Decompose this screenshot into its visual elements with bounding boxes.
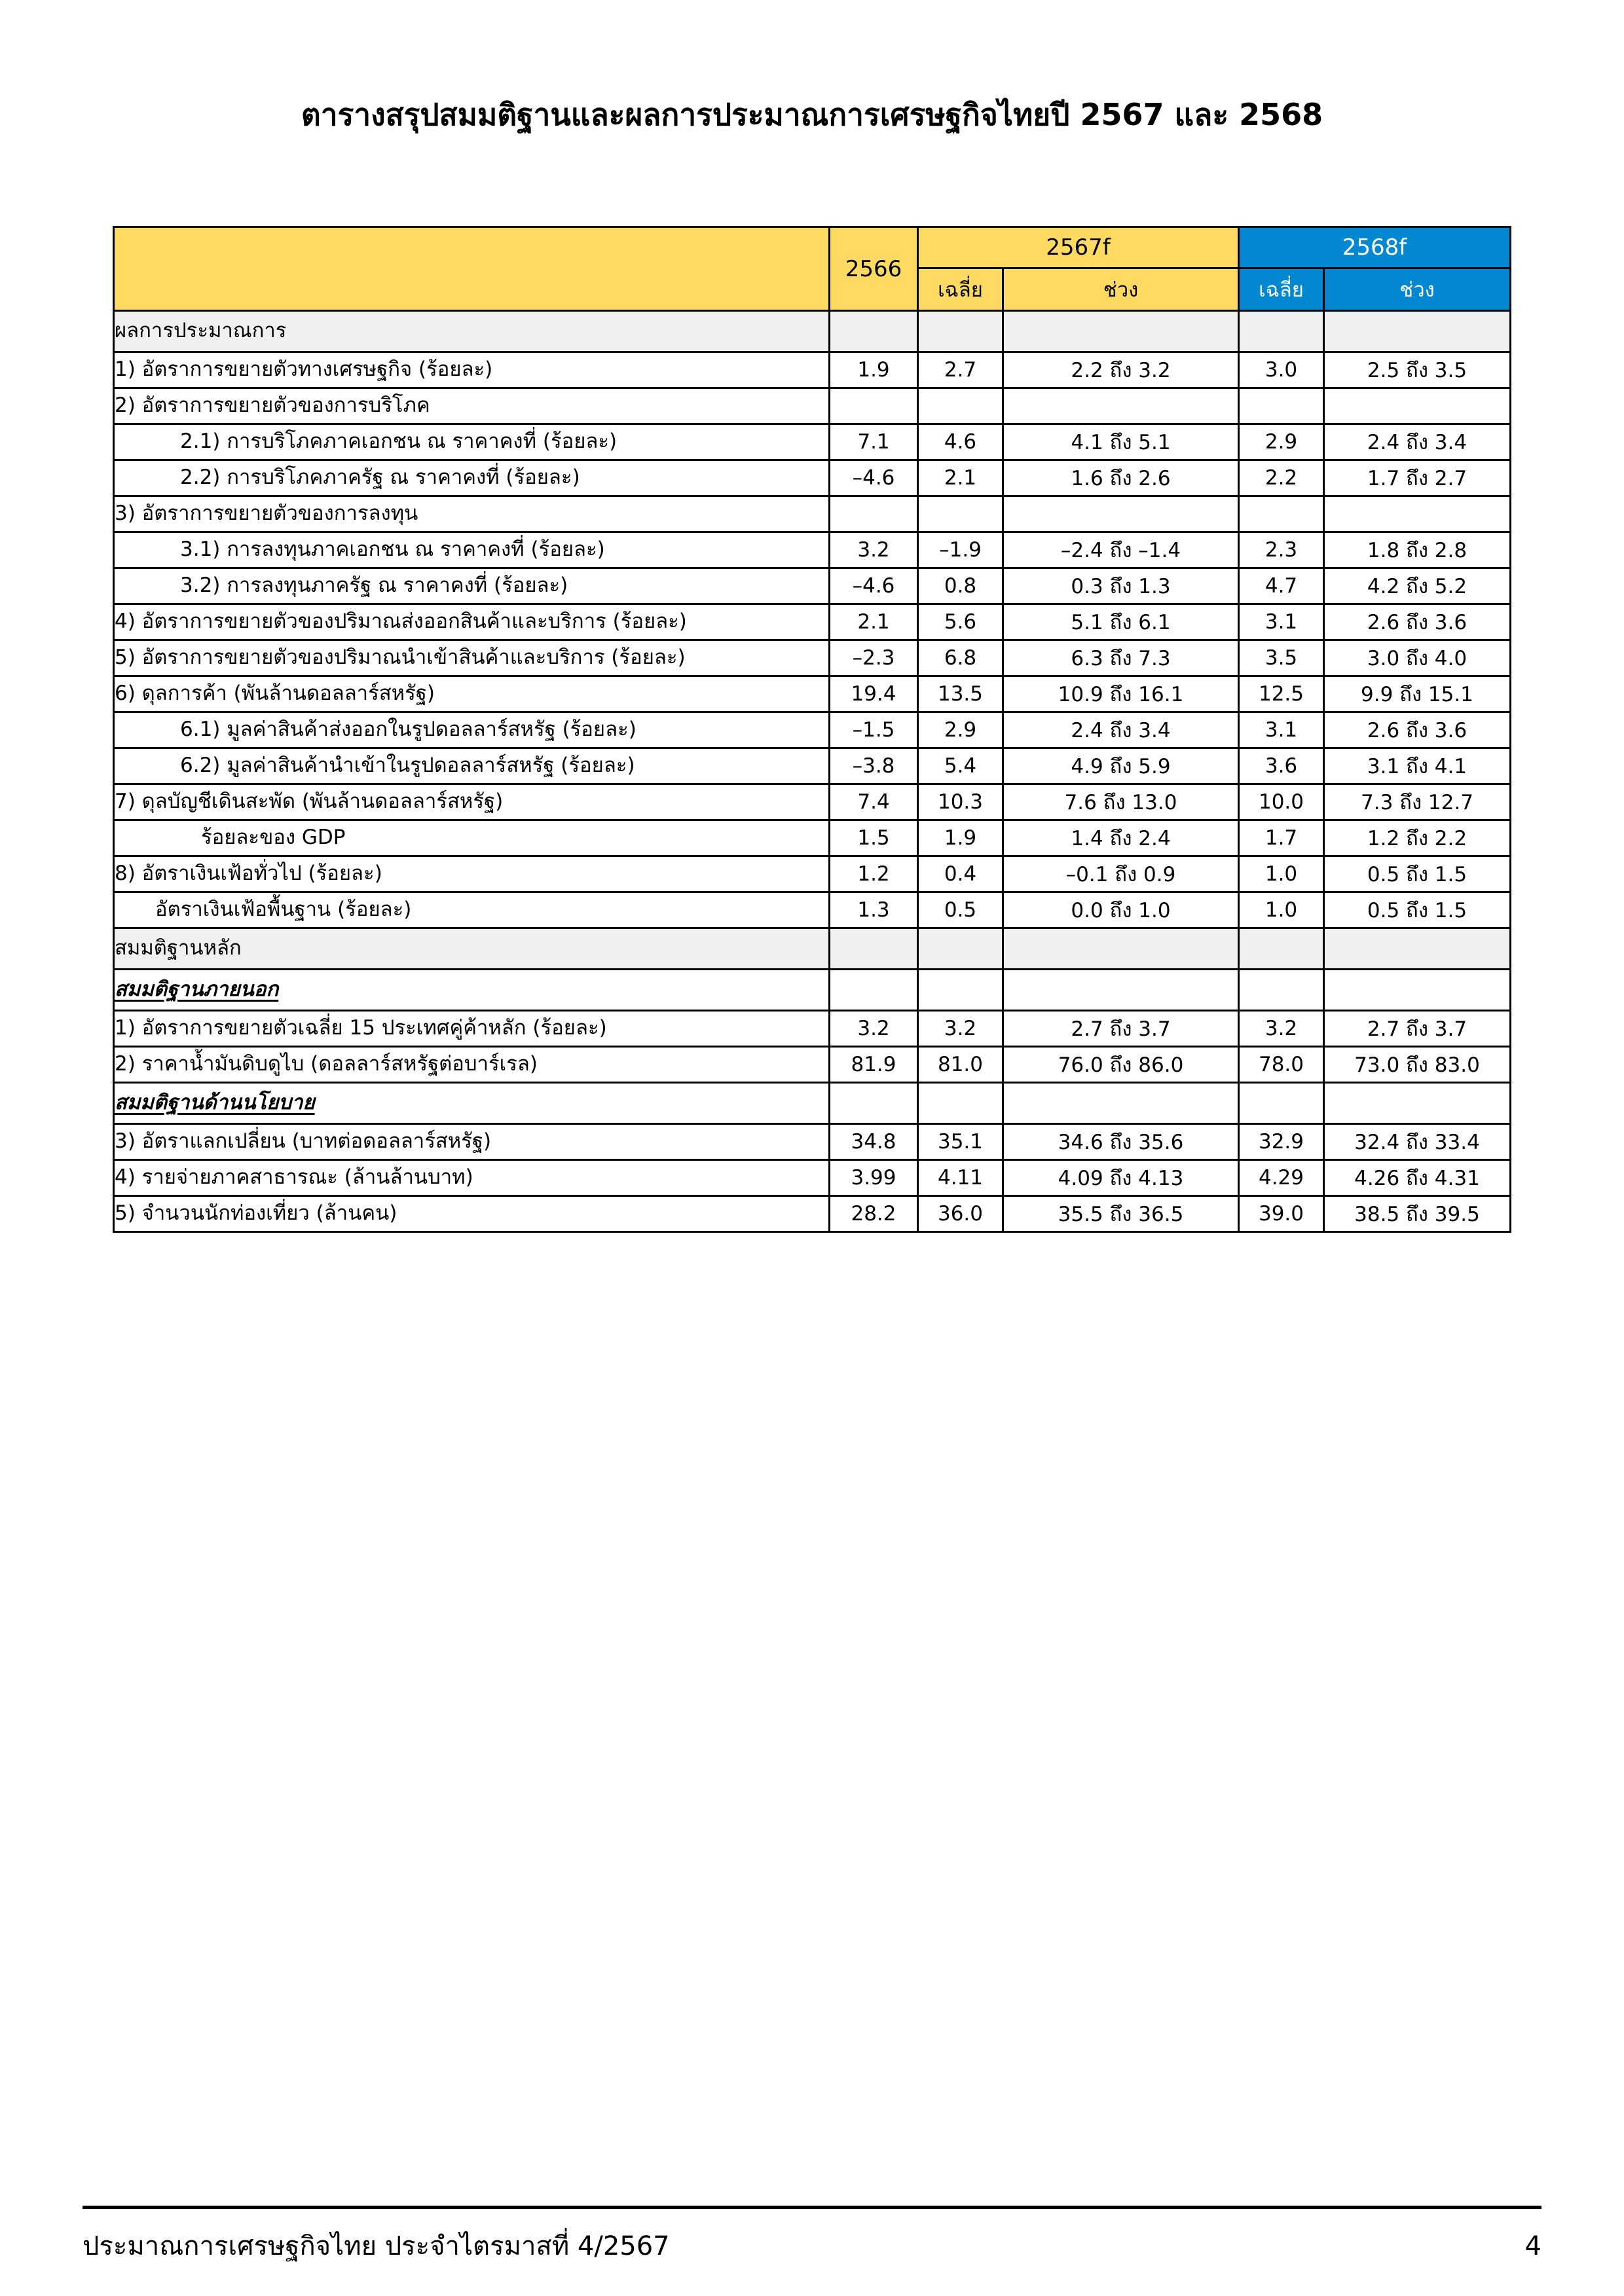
- cell-2568-average: 3.0: [1239, 352, 1324, 388]
- table-row: [114, 568, 1511, 604]
- page-title: ตารางสรุปสมมติฐานและผลการประมาณการเศรษฐกิจไทยปี 2567 และ 2568: [301, 97, 1323, 132]
- cell-2567-range: [1003, 1083, 1239, 1124]
- footer-page-number: 4: [1524, 2231, 1541, 2261]
- cell-2566: 34.8: [830, 1124, 918, 1160]
- table-row: [114, 820, 1511, 856]
- row-label-cell: 6.1) มูลค่าสินค้าส่งออกในรูปดอลลาร์สหรัฐ (ร้อยละ): [114, 712, 830, 748]
- row-label-cell: 3.2) การลงทุนภาครัฐ ณ ราคาคงที่ (ร้อยละ): [114, 568, 830, 604]
- table-row: [114, 928, 1511, 970]
- cell-2567-range: [1003, 388, 1239, 424]
- table-row: [114, 388, 1511, 424]
- cell-2567-range: 76.0 ถึง 86.0: [1003, 1047, 1239, 1083]
- cell-2568-average: 39.0: [1239, 1196, 1324, 1232]
- table-row: [114, 856, 1511, 892]
- cell-2567-average: 2.7: [918, 352, 1003, 388]
- cell-2568-range: 7.3 ถึง 12.7: [1324, 784, 1511, 820]
- cell-2566: 81.9: [830, 1047, 918, 1083]
- row-label-cell: 8) อัตราเงินเฟ้อทั่วไป (ร้อยละ): [114, 856, 830, 892]
- footer-text: ประมาณการเศรษฐกิจไทย ประจำไตรมาสที่ 4/2567: [83, 2231, 670, 2261]
- table-row: [114, 424, 1511, 460]
- cell-2568-average: 2.9: [1239, 424, 1324, 460]
- cell-2567-average: 35.1: [918, 1124, 1003, 1160]
- column-header-2568-average: เฉลี่ย: [1239, 268, 1324, 311]
- table-row: [114, 460, 1511, 496]
- cell-2567-range: [1003, 928, 1239, 970]
- cell-2567-average: 1.9: [918, 820, 1003, 856]
- cell-2568-average: 3.1: [1239, 712, 1324, 748]
- column-header-2567-average: เฉลี่ย: [918, 268, 1003, 311]
- column-header-label: [114, 227, 830, 311]
- column-header-2567-range: ช่วง: [1003, 268, 1239, 311]
- cell-2567-average: [918, 388, 1003, 424]
- table-row: [114, 1196, 1511, 1232]
- cell-2566: –1.5: [830, 712, 918, 748]
- cell-2568-range: [1324, 311, 1511, 352]
- cell-2567-average: 0.8: [918, 568, 1003, 604]
- row-label-cell: 3) อัตราแลกเปลี่ยน (บาทต่อดอลลาร์สหรัฐ): [114, 1124, 830, 1160]
- cell-2567-range: 35.5 ถึง 36.5: [1003, 1196, 1239, 1232]
- cell-2567-average: 6.8: [918, 640, 1003, 676]
- cell-2568-average: 2.2: [1239, 460, 1324, 496]
- cell-2567-range: –0.1 ถึง 0.9: [1003, 856, 1239, 892]
- row-label-cell: ผลการประมาณการ: [114, 311, 830, 352]
- cell-2567-average: 36.0: [918, 1196, 1003, 1232]
- cell-2567-average: 4.11: [918, 1160, 1003, 1196]
- cell-2566: 1.3: [830, 892, 918, 928]
- cell-2568-average: 3.5: [1239, 640, 1324, 676]
- cell-2567-range: 6.3 ถึง 7.3: [1003, 640, 1239, 676]
- cell-2568-range: [1324, 970, 1511, 1011]
- cell-2567-average: [918, 1083, 1003, 1124]
- forecast-table: [113, 226, 1511, 1233]
- cell-2568-average: [1239, 970, 1324, 1011]
- cell-2568-average: [1239, 496, 1324, 532]
- cell-2568-average: 78.0: [1239, 1047, 1324, 1083]
- cell-2566: 1.2: [830, 856, 918, 892]
- table-row: [114, 352, 1511, 388]
- row-label-cell: 6) ดุลการค้า (พันล้านดอลลาร์สหรัฐ): [114, 676, 830, 712]
- cell-2568-range: [1324, 928, 1511, 970]
- row-label-cell: ร้อยละของ GDP: [114, 820, 830, 856]
- cell-2567-average: 0.5: [918, 892, 1003, 928]
- row-label-cell: 2.2) การบริโภคภาครัฐ ณ ราคาคงที่ (ร้อยละ): [114, 460, 830, 496]
- row-label-cell: 7) ดุลบัญชีเดินสะพัด (พันล้านดอลลาร์สหรัฐ): [114, 784, 830, 820]
- cell-2566: [830, 311, 918, 352]
- cell-2567-average: 81.0: [918, 1047, 1003, 1083]
- table-row: [114, 784, 1511, 820]
- table-head: [114, 227, 1511, 311]
- cell-2568-range: 4.26 ถึง 4.31: [1324, 1160, 1511, 1196]
- cell-2567-average: [918, 311, 1003, 352]
- cell-2566: –4.6: [830, 568, 918, 604]
- cell-2567-range: –2.4 ถึง –1.4: [1003, 532, 1239, 568]
- row-label: สมมติฐานภายนอก: [115, 977, 279, 1002]
- cell-2567-range: 4.9 ถึง 5.9: [1003, 748, 1239, 784]
- cell-2566: –2.3: [830, 640, 918, 676]
- cell-2567-average: –1.9: [918, 532, 1003, 568]
- cell-2567-range: 2.2 ถึง 3.2: [1003, 352, 1239, 388]
- cell-2567-range: 5.1 ถึง 6.1: [1003, 604, 1239, 640]
- page-footer: [83, 2225, 1541, 2267]
- cell-2566: –3.8: [830, 748, 918, 784]
- cell-2568-range: 32.4 ถึง 33.4: [1324, 1124, 1511, 1160]
- row-label-cell: 5) จำนวนนักท่องเที่ยว (ล้านคน): [114, 1196, 830, 1232]
- cell-2568-average: [1239, 388, 1324, 424]
- table-row: [114, 748, 1511, 784]
- table-body: [114, 311, 1511, 1232]
- row-label-cell: 5) อัตราการขยายตัวของปริมาณนำเข้าสินค้าและบริการ (ร้อยละ): [114, 640, 830, 676]
- cell-2568-average: 32.9: [1239, 1124, 1324, 1160]
- cell-2566: 7.4: [830, 784, 918, 820]
- cell-2568-range: 2.6 ถึง 3.6: [1324, 604, 1511, 640]
- footer-divider: [83, 2206, 1541, 2209]
- cell-2566: 3.2: [830, 532, 918, 568]
- cell-2566: 1.5: [830, 820, 918, 856]
- cell-2566: 7.1: [830, 424, 918, 460]
- cell-2567-range: 34.6 ถึง 35.6: [1003, 1124, 1239, 1160]
- cell-2567-range: 4.09 ถึง 4.13: [1003, 1160, 1239, 1196]
- cell-2568-range: 9.9 ถึง 15.1: [1324, 676, 1511, 712]
- cell-2568-average: 4.29: [1239, 1160, 1324, 1196]
- cell-2568-average: 3.1: [1239, 604, 1324, 640]
- cell-2567-range: [1003, 496, 1239, 532]
- table-row: [114, 496, 1511, 532]
- cell-2568-average: 4.7: [1239, 568, 1324, 604]
- cell-2568-range: 2.5 ถึง 3.5: [1324, 352, 1511, 388]
- row-label-cell: 4) อัตราการขยายตัวของปริมาณส่งออกสินค้าและบริการ (ร้อยละ): [114, 604, 830, 640]
- table-header-row-years: [114, 227, 1511, 268]
- cell-2566: 1.9: [830, 352, 918, 388]
- table-row: [114, 676, 1511, 712]
- cell-2568-range: 73.0 ถึง 83.0: [1324, 1047, 1511, 1083]
- table-row: [114, 970, 1511, 1011]
- cell-2567-average: 5.4: [918, 748, 1003, 784]
- cell-2566: [830, 496, 918, 532]
- cell-2566: 19.4: [830, 676, 918, 712]
- row-label-cell: 2) ราคาน้ำมันดิบดูไบ (ดอลลาร์สหรัฐต่อบาร์เรล): [114, 1047, 830, 1083]
- column-header-2568-range: ช่วง: [1324, 268, 1511, 311]
- row-label-cell: 2.1) การบริโภคภาคเอกชน ณ ราคาคงที่ (ร้อยละ): [114, 424, 830, 460]
- cell-2568-average: [1239, 928, 1324, 970]
- column-header-2568f: 2568f: [1239, 227, 1511, 268]
- cell-2567-average: 5.6: [918, 604, 1003, 640]
- row-label: สมมติฐานด้านนโยบาย: [115, 1091, 315, 1115]
- cell-2567-range: 4.1 ถึง 5.1: [1003, 424, 1239, 460]
- cell-2568-average: [1239, 1083, 1324, 1124]
- cell-2567-average: [918, 928, 1003, 970]
- cell-2568-range: 1.2 ถึง 2.2: [1324, 820, 1511, 856]
- cell-2567-average: [918, 496, 1003, 532]
- table-row: [114, 532, 1511, 568]
- cell-2567-range: 10.9 ถึง 16.1: [1003, 676, 1239, 712]
- table-row: [114, 1011, 1511, 1047]
- row-label-cell: [114, 970, 830, 1011]
- cell-2568-range: 4.2 ถึง 5.2: [1324, 568, 1511, 604]
- cell-2568-average: 1.0: [1239, 892, 1324, 928]
- cell-2567-average: 3.2: [918, 1011, 1003, 1047]
- cell-2567-average: 0.4: [918, 856, 1003, 892]
- forecast-table-container: [113, 226, 1509, 1233]
- cell-2568-range: 2.6 ถึง 3.6: [1324, 712, 1511, 748]
- cell-2567-range: [1003, 311, 1239, 352]
- cell-2567-average: 2.9: [918, 712, 1003, 748]
- cell-2566: [830, 928, 918, 970]
- cell-2567-average: [918, 970, 1003, 1011]
- row-label-cell: 1) อัตราการขยายตัวเฉลี่ย 15 ประเทศคู่ค้าหลัก (ร้อยละ): [114, 1011, 830, 1047]
- cell-2567-average: 10.3: [918, 784, 1003, 820]
- cell-2568-range: 3.0 ถึง 4.0: [1324, 640, 1511, 676]
- row-label-cell: สมมติฐานหลัก: [114, 928, 830, 970]
- cell-2568-range: 0.5 ถึง 1.5: [1324, 856, 1511, 892]
- cell-2566: –4.6: [830, 460, 918, 496]
- cell-2568-range: [1324, 388, 1511, 424]
- cell-2568-range: 2.4 ถึง 3.4: [1324, 424, 1511, 460]
- cell-2568-average: 1.0: [1239, 856, 1324, 892]
- row-label-cell: [114, 1083, 830, 1124]
- cell-2568-range: 1.8 ถึง 2.8: [1324, 532, 1511, 568]
- table-row: [114, 311, 1511, 352]
- cell-2566: 28.2: [830, 1196, 918, 1232]
- cell-2568-range: 0.5 ถึง 1.5: [1324, 892, 1511, 928]
- cell-2567-range: 1.6 ถึง 2.6: [1003, 460, 1239, 496]
- table-row: [114, 1047, 1511, 1083]
- row-label-cell: 6.2) มูลค่าสินค้านำเข้าในรูปดอลลาร์สหรัฐ (ร้อยละ): [114, 748, 830, 784]
- cell-2566: [830, 970, 918, 1011]
- cell-2568-range: [1324, 1083, 1511, 1124]
- column-header-2567f: 2567f: [918, 227, 1239, 268]
- cell-2568-average: 10.0: [1239, 784, 1324, 820]
- cell-2567-average: 13.5: [918, 676, 1003, 712]
- cell-2566: 2.1: [830, 604, 918, 640]
- cell-2568-range: 2.7 ถึง 3.7: [1324, 1011, 1511, 1047]
- cell-2567-range: 7.6 ถึง 13.0: [1003, 784, 1239, 820]
- row-label-cell: 2) อัตราการขยายตัวของการบริโภค: [114, 388, 830, 424]
- cell-2567-average: 2.1: [918, 460, 1003, 496]
- row-label-cell: 3) อัตราการขยายตัวของการลงทุน: [114, 496, 830, 532]
- table-row: [114, 604, 1511, 640]
- cell-2568-average: 12.5: [1239, 676, 1324, 712]
- cell-2566: 3.2: [830, 1011, 918, 1047]
- cell-2567-range: 1.4 ถึง 2.4: [1003, 820, 1239, 856]
- row-label-cell: 3.1) การลงทุนภาคเอกชน ณ ราคาคงที่ (ร้อยละ): [114, 532, 830, 568]
- cell-2567-range: 0.0 ถึง 1.0: [1003, 892, 1239, 928]
- cell-2567-range: 2.7 ถึง 3.7: [1003, 1011, 1239, 1047]
- table-row: [114, 892, 1511, 928]
- table-row: [114, 1160, 1511, 1196]
- row-label-cell: อัตราเงินเฟ้อพื้นฐาน (ร้อยละ): [114, 892, 830, 928]
- cell-2568-average: 3.6: [1239, 748, 1324, 784]
- table-row: [114, 640, 1511, 676]
- table-row: [114, 1083, 1511, 1124]
- row-label-cell: 1) อัตราการขยายตัวทางเศรษฐกิจ (ร้อยละ): [114, 352, 830, 388]
- table-row: [114, 1124, 1511, 1160]
- cell-2567-range: 0.3 ถึง 1.3: [1003, 568, 1239, 604]
- row-label-cell: 4) รายจ่ายภาคสาธารณะ (ล้านล้านบาท): [114, 1160, 830, 1196]
- cell-2568-range: 38.5 ถึง 39.5: [1324, 1196, 1511, 1232]
- column-header-2566: 2566: [830, 227, 918, 311]
- cell-2568-average: [1239, 311, 1324, 352]
- cell-2566: 3.99: [830, 1160, 918, 1196]
- cell-2567-range: 2.4 ถึง 3.4: [1003, 712, 1239, 748]
- cell-2568-average: 1.7: [1239, 820, 1324, 856]
- cell-2566: [830, 1083, 918, 1124]
- cell-2568-average: 3.2: [1239, 1011, 1324, 1047]
- table-row: [114, 712, 1511, 748]
- cell-2567-average: 4.6: [918, 424, 1003, 460]
- cell-2568-average: 2.3: [1239, 532, 1324, 568]
- cell-2567-range: [1003, 970, 1239, 1011]
- cell-2566: [830, 388, 918, 424]
- cell-2568-range: 1.7 ถึง 2.7: [1324, 460, 1511, 496]
- cell-2568-range: 3.1 ถึง 4.1: [1324, 748, 1511, 784]
- cell-2568-range: [1324, 496, 1511, 532]
